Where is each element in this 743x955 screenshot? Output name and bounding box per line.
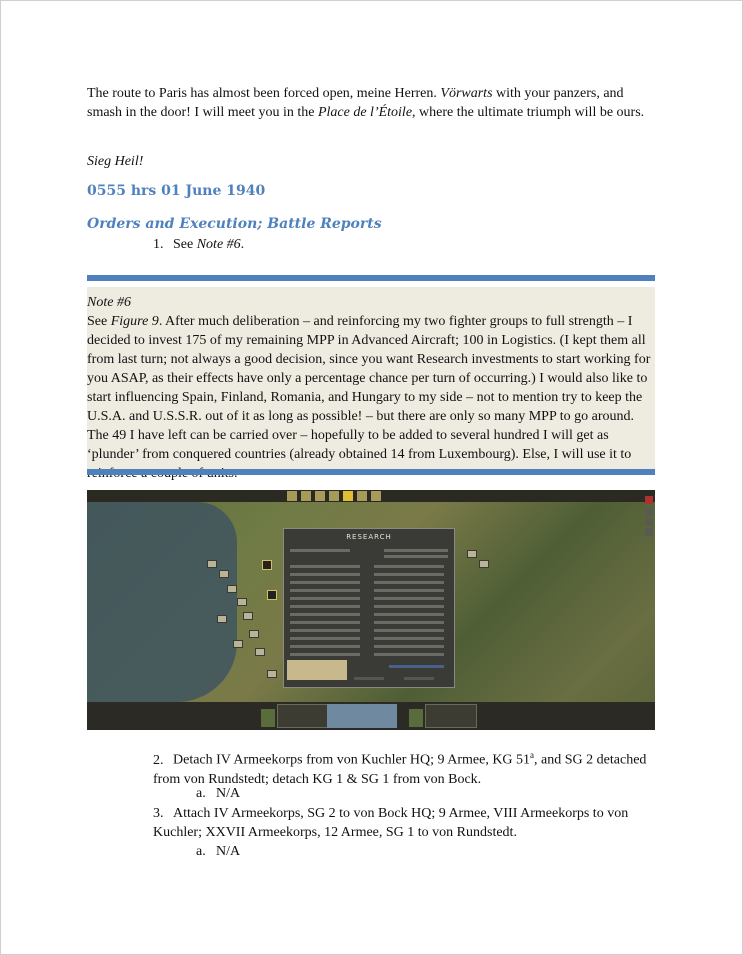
figure-reference: Figure 9 [110, 314, 159, 329]
intro-italic-place: Place de l’Étoile [317, 105, 413, 120]
note-title: Note #6 [87, 295, 131, 310]
list-text: See [173, 237, 197, 252]
list-item-2 [153, 746, 653, 789]
unit-counter [267, 670, 277, 678]
list-letter: a. [196, 844, 206, 859]
side-button-icon [645, 508, 653, 516]
research-row [290, 597, 360, 600]
research-row [290, 581, 360, 584]
note-top-rule [87, 275, 655, 281]
research-row [290, 621, 360, 624]
list-text: , and SG 2 detached from von Rundstedt; detach KG 1 & SG 1 from von Bock. [153, 752, 647, 787]
list-text: Attach IV Armeekorps, SG 2 to von Bock HQ; 9 Armee, VIII Armeekorps to von Kuchler; XXVII Armeekorps, 12 Armee, SG 1 to von Rundstedt. [153, 806, 629, 840]
research-tooltip [287, 660, 347, 680]
superscript: a [530, 750, 535, 760]
section-heading: Orders and Execution; Battle Reports [87, 216, 382, 232]
research-row [374, 613, 444, 616]
research-row [290, 589, 360, 592]
intro-text-2: with your panzers, and smash in the door! I will meet you in the [87, 86, 624, 120]
research-row [384, 549, 448, 552]
game-top-bar [87, 490, 655, 502]
note-see: See [87, 314, 111, 329]
intro-text: The route to Paris has almost been forced open, meine Herren. [87, 86, 441, 101]
unit-counter [219, 570, 229, 578]
research-button [404, 677, 434, 680]
unit-counter [255, 648, 265, 656]
list-text: N/A [216, 844, 241, 859]
unit-hex-icon [409, 709, 423, 727]
unit-counter [237, 598, 247, 606]
note-body: . After much deliberation – and reinforcing my two fighter groups to full strength – I decided to invest 175 of my remaining MPP in Advanced Aircraft; 100 in Logistics. (I kept them all from last turn; not always a good decision, since you want Research investments to start working for you ASAP, as their effects have only a percentage chance per turn of occurring.) I would also like to start influencing Spain, Finland, Romania, and Hungary to my side – not to mention try to keep the U.S.A. and U.S.S.R. out of it as long as possible! – but there are only so many MPP to go around. The 49 I have left can be carried over – hopefully to be added to several hundred I will get as ‘plunder’ from conquered countries (already obtained 14 from Luxembourg). Else, I will use it to [87, 314, 651, 462]
list-text: Detach IV Armeekorps from von Kuchler HQ; 9 Armee, KG 51 [173, 752, 531, 768]
research-row [290, 573, 360, 576]
unit-counter [243, 612, 253, 620]
research-row [290, 645, 360, 648]
hq-icon [267, 590, 277, 600]
close-icon [645, 496, 653, 504]
unit-hex-icon [261, 709, 275, 727]
list-punct: . [240, 237, 245, 252]
intro-text-3: , where the ultimate triumph will be ours. [412, 105, 645, 120]
note-bottom-rule [87, 469, 655, 475]
research-row [374, 637, 444, 640]
flag-icon [329, 491, 339, 501]
research-row [374, 629, 444, 632]
list-number: 3. [153, 806, 164, 821]
flag-icon [315, 491, 325, 501]
list-item-3 [153, 804, 653, 842]
research-row [290, 613, 360, 616]
note-text [87, 293, 653, 483]
research-row [290, 629, 360, 632]
list-text: N/A [216, 786, 241, 801]
research-row [384, 555, 448, 558]
research-row [374, 621, 444, 624]
note-reference: Note #6 [196, 237, 241, 252]
research-row [290, 565, 360, 568]
list-sub-item-2a [196, 784, 240, 803]
unit-counter [479, 560, 489, 568]
flag-icon [357, 491, 367, 501]
unit-counter [207, 560, 217, 568]
side-button-icon [645, 528, 653, 536]
research-row [374, 653, 444, 656]
intro-paragraph [87, 84, 657, 122]
research-row [374, 581, 444, 584]
unit-counter [233, 640, 243, 648]
salute [87, 152, 657, 171]
research-row [374, 573, 444, 576]
list-number: 1. [153, 237, 164, 252]
list-item [153, 235, 244, 254]
unit-counter [227, 585, 237, 593]
research-total-bar [389, 665, 444, 668]
research-row [374, 565, 444, 568]
list-letter: a. [196, 786, 206, 801]
hq-icon [262, 560, 272, 570]
research-title: RESEARCH [346, 533, 392, 541]
game-screenshot [87, 490, 655, 730]
salute-text: Sieg Heil! [87, 154, 144, 169]
flag-icon [371, 491, 381, 501]
side-button-icon [645, 518, 653, 526]
research-row [290, 653, 360, 656]
sea-area [87, 502, 237, 702]
list-sub-item-3a [196, 842, 240, 861]
research-row [374, 605, 444, 608]
list-number: 2. [153, 752, 164, 768]
minimap [327, 704, 397, 728]
unit-info-panel [277, 704, 329, 728]
research-row [374, 589, 444, 592]
star-icon [343, 491, 353, 501]
flag-icon [287, 491, 297, 501]
research-row [374, 645, 444, 648]
research-button [354, 677, 384, 680]
flag-icon [301, 491, 311, 501]
unit-counter [467, 550, 477, 558]
intro-italic-vorwarts: Vörwarts [440, 86, 493, 101]
unit-counter [249, 630, 259, 638]
research-row [290, 637, 360, 640]
unit-info-panel [425, 704, 477, 728]
research-row [374, 597, 444, 600]
research-row [290, 605, 360, 608]
research-row [290, 549, 350, 552]
date-heading: 0555 hrs 01 June 1940 [87, 183, 266, 199]
unit-counter [217, 615, 227, 623]
